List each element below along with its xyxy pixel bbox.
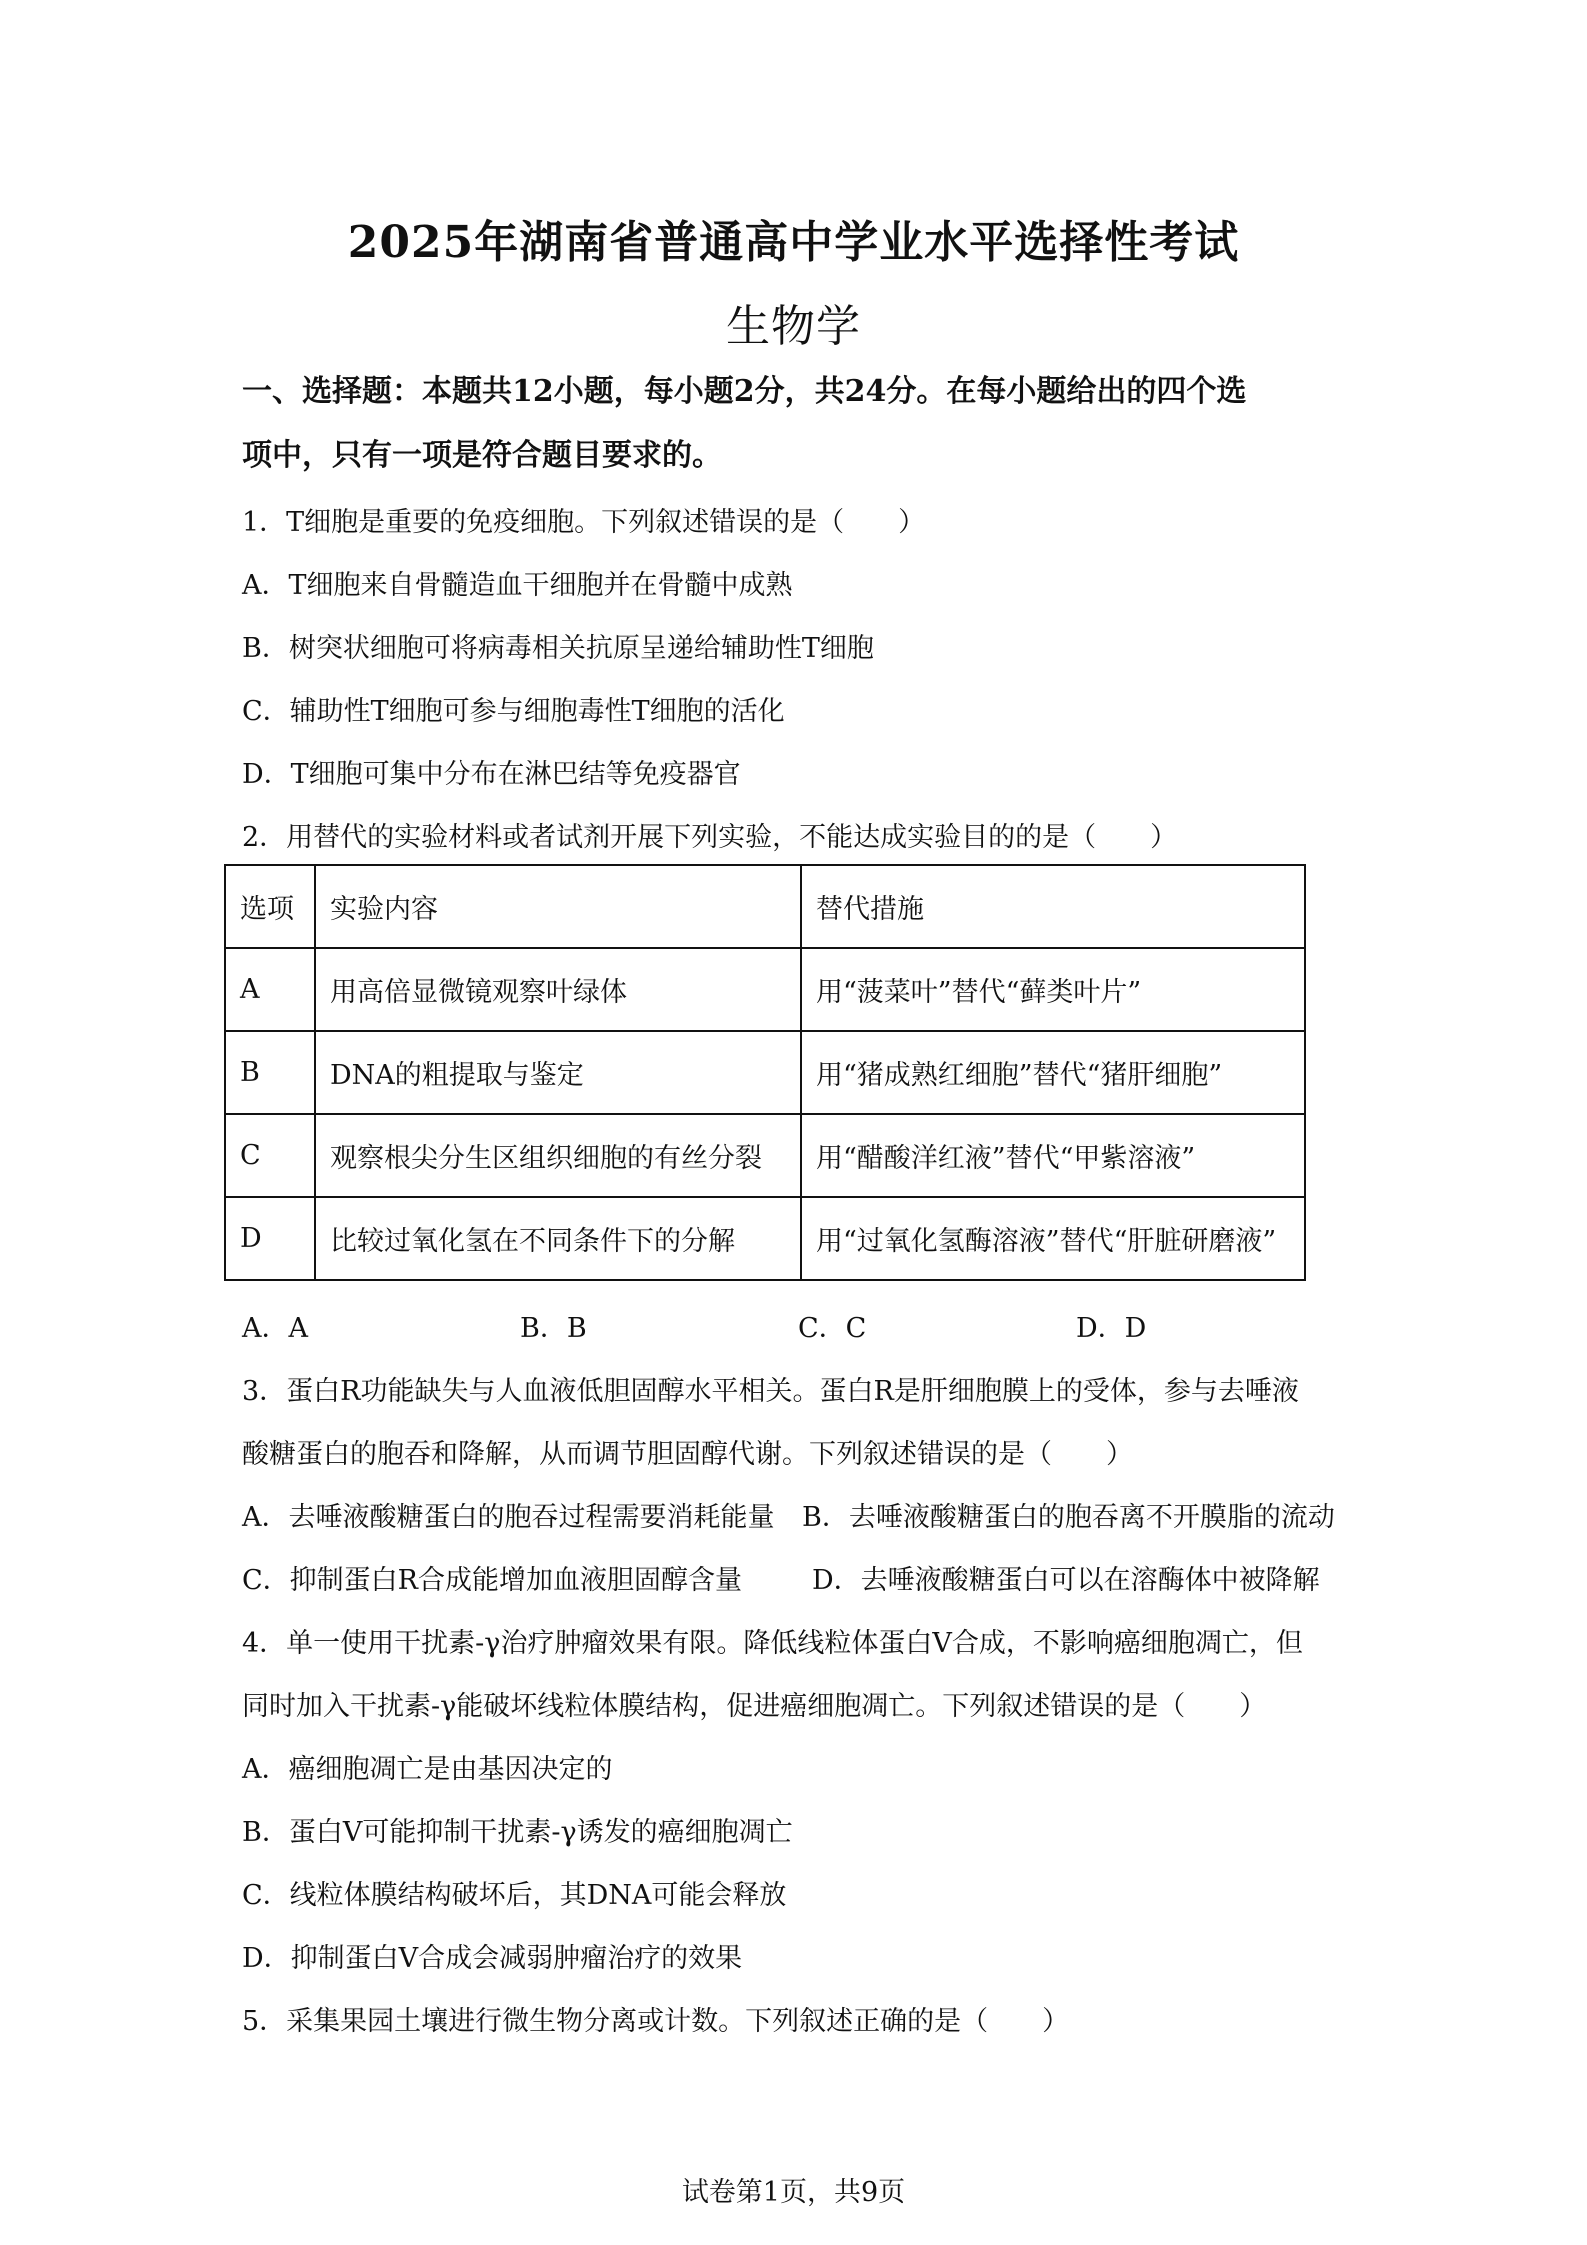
question-3-option-c: C．抑制蛋白R合成能增加血液胆固醇含量	[242, 1565, 742, 1596]
question-1-option-a: A．T细胞来自骨髓造血干细胞并在骨髓中成熟	[242, 570, 793, 601]
question-4-option-d: D．抑制蛋白V合成会减弱肿瘤治疗的效果	[242, 1943, 743, 1974]
question-2-stem: 2．用替代的实验材料或者试剂开展下列实验，不能达成实验目的的是（ ）	[242, 822, 1178, 853]
subject-title: 生物学	[726, 301, 861, 352]
table-cell: 用“过氧化氢酶溶液”替代“肝脏研磨液”	[801, 1197, 1305, 1280]
question-3-stem-line1: 3．蛋白R功能缺失与人血液低胆固醇水平相关。蛋白R是肝细胞膜上的受体，参与去唾液	[242, 1376, 1299, 1407]
table-cell: 用高倍显微镜观察叶绿体	[315, 948, 801, 1031]
question-5-stem: 5．采集果园土壤进行微生物分离或计数。下列叙述正确的是（ ）	[242, 2006, 1070, 2037]
table-row	[225, 1197, 1305, 1280]
question-4-option-a: A．癌细胞凋亡是由基因决定的	[242, 1754, 613, 1785]
question-2-option-c: C．C	[798, 1313, 867, 1344]
table-cell: 用“醋酸洋红液”替代“甲紫溶液”	[801, 1114, 1305, 1197]
table-row	[225, 1114, 1305, 1197]
table-header-row	[225, 865, 1305, 948]
table-header-cell: 实验内容	[315, 865, 801, 948]
question-1-stem: 1．T细胞是重要的免疫细胞。下列叙述错误的是（ ）	[242, 507, 926, 538]
question-4-option-b: B．蛋白V可能抑制干扰素-γ诱发的癌细胞凋亡	[242, 1817, 793, 1848]
question-1-option-b: B．树突状细胞可将病毒相关抗原呈递给辅助性T细胞	[242, 633, 874, 664]
question-3-option-b: B．去唾液酸糖蛋白的胞吞离不开膜脂的流动	[802, 1502, 1335, 1533]
table-cell: 观察根尖分生区组织细胞的有丝分裂	[315, 1114, 801, 1197]
table-row	[225, 948, 1305, 1031]
table-cell: A	[225, 948, 315, 1031]
table-cell: DNA的粗提取与鉴定	[315, 1031, 801, 1114]
question-2-option-d: D．D	[1076, 1313, 1147, 1344]
table-header-cell: 替代措施	[801, 865, 1305, 948]
question-2-option-b: B．B	[520, 1313, 587, 1344]
question-3-option-a: A．去唾液酸糖蛋白的胞吞过程需要消耗能量	[242, 1502, 775, 1533]
table-cell: C	[225, 1114, 315, 1197]
section-heading-line1: 一、选择题：本题共12小题，每小题2分，共24分。在每小题给出的四个选	[242, 374, 1247, 409]
question-1-option-d: D．T细胞可集中分布在淋巴结等免疫器官	[242, 759, 741, 790]
question-2-option-a: A．A	[242, 1313, 308, 1344]
section-heading-line2: 项中，只有一项是符合题目要求的。	[242, 438, 722, 473]
question-4-stem-line1: 4．单一使用干扰素-γ治疗肿瘤效果有限。降低线粒体蛋白V合成，不影响癌细胞凋亡，但	[242, 1628, 1303, 1659]
table-header-cell: 选项	[225, 865, 315, 948]
question-1-option-c: C．辅助性T细胞可参与细胞毒性T细胞的活化	[242, 696, 785, 727]
question-4-stem-line2: 同时加入干扰素-γ能破坏线粒体膜结构，促进癌细胞凋亡。下列叙述错误的是（ ）	[242, 1691, 1267, 1722]
table-cell: D	[225, 1197, 315, 1280]
page-number: 试卷第1页，共9页	[681, 2177, 906, 2208]
experiment-table	[224, 864, 1306, 1281]
question-3-stem-line2: 酸糖蛋白的胞吞和降解，从而调节胆固醇代谢。下列叙述错误的是（ ）	[242, 1439, 1133, 1470]
question-3-option-d: D．去唾液酸糖蛋白可以在溶酶体中被降解	[812, 1565, 1320, 1596]
table-cell: B	[225, 1031, 315, 1114]
table-cell: 用“菠菜叶”替代“藓类叶片”	[801, 948, 1305, 1031]
question-4-option-c: C．线粒体膜结构破坏后，其DNA可能会释放	[242, 1880, 787, 1911]
table-row	[225, 1031, 1305, 1114]
table-cell: 比较过氧化氢在不同条件下的分解	[315, 1197, 801, 1280]
table-cell: 用“猪成熟红细胞”替代“猪肝细胞”	[801, 1031, 1305, 1114]
exam-title: 2025年湖南省普通高中学业水平选择性考试	[347, 217, 1240, 268]
